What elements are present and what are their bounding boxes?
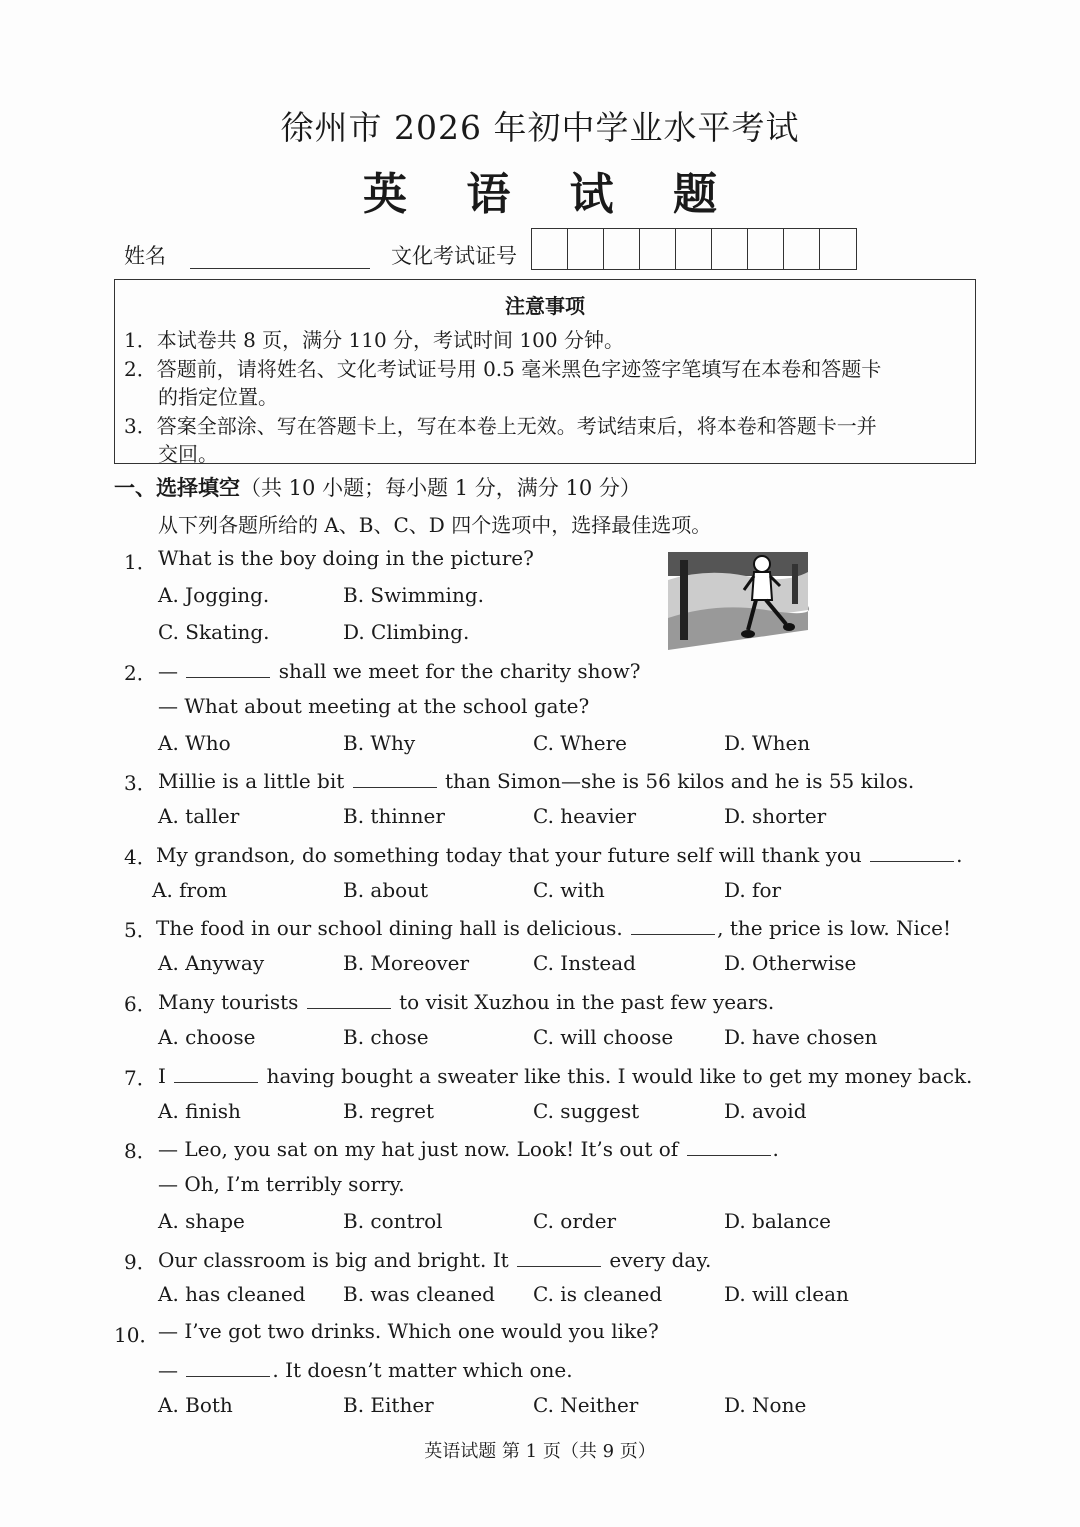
option-d[interactable]: D. Climbing. — [343, 620, 470, 644]
answer-blank[interactable] — [174, 1062, 258, 1083]
notice-item: 2．答题前，请将姓名、文化考试证号用 0.5 毫米黑色字迹签字笔填写在本卷和答题卡 — [124, 357, 882, 381]
question-text: What is the boy doing in the picture? — [158, 546, 534, 570]
option-d[interactable]: D. for — [724, 878, 782, 902]
option-b[interactable]: B. chose — [343, 1025, 429, 1049]
question-text: — Oh, I’m terribly sorry. — [158, 1172, 405, 1196]
option-b[interactable]: B. about — [343, 878, 429, 902]
notice-item: 的指定位置。 — [158, 385, 278, 409]
option-c[interactable]: C. Neither — [533, 1393, 639, 1417]
question-text: Many tourists to visit Xuzhou in the past few years. — [158, 990, 775, 1014]
question-text: — Leo, you sat on my hat just now. Look! It’s out of . — [158, 1137, 779, 1161]
section-heading — [114, 472, 641, 502]
option-c[interactable]: C. is cleaned — [533, 1282, 663, 1306]
answer-blank[interactable] — [353, 767, 437, 788]
option-d[interactable]: D. shorter — [724, 804, 827, 828]
option-a[interactable]: A. choose — [158, 1025, 256, 1049]
option-b[interactable]: B. regret — [343, 1099, 435, 1123]
question-text: — shall we meet for the charity show? — [158, 659, 641, 683]
id-number-boxes[interactable] — [531, 228, 857, 270]
option-a[interactable]: A. finish — [158, 1099, 241, 1123]
answer-blank[interactable] — [870, 841, 954, 862]
section-title: 一、选择填空 — [114, 475, 240, 500]
option-d[interactable]: D. have chosen — [724, 1025, 878, 1049]
question-number: 7． — [124, 1066, 157, 1090]
option-c[interactable]: C. will choose — [533, 1025, 674, 1049]
option-a[interactable]: A. from — [152, 878, 228, 902]
question-number: 3． — [124, 771, 157, 795]
option-a[interactable]: A. taller — [158, 804, 240, 828]
question-number: 6． — [124, 992, 157, 1016]
answer-blank[interactable] — [307, 988, 391, 1009]
answer-blank[interactable] — [186, 1356, 270, 1377]
question-text: I having bought a sweater like this. I would like to get my money back. — [158, 1064, 973, 1088]
notice-item: 交回。 — [158, 442, 218, 466]
section-note: （共 10 小题；每小题 1 分，满分 10 分） — [240, 476, 641, 500]
option-b[interactable]: B. was cleaned — [343, 1282, 495, 1306]
question-number: 9． — [124, 1250, 157, 1274]
question-text: The food in our school dining hall is delicious. , the price is low. Nice! — [156, 916, 952, 940]
question-number: 2． — [124, 661, 157, 685]
option-a[interactable]: A. Who — [158, 731, 231, 755]
option-c[interactable]: C. Skating. — [158, 620, 270, 644]
question-text: — I’ve got two drinks. Which one would you like? — [158, 1319, 659, 1343]
option-c[interactable]: C. Where — [533, 731, 627, 755]
question-text: — . It doesn’t matter which one. — [158, 1358, 573, 1382]
boy-jogging-illustration — [666, 550, 810, 656]
notice-title: 注意事项 — [505, 294, 585, 318]
notice-item: 3．答案全部涂、写在答题卡上，写在本卷上无效。考试结束后，将本卷和答题卡一并 — [124, 414, 877, 438]
name-field[interactable] — [190, 268, 370, 269]
option-b[interactable]: B. Moreover — [343, 951, 470, 975]
option-a[interactable]: A. Both — [158, 1393, 233, 1417]
option-d[interactable]: D. None — [724, 1393, 807, 1417]
option-c[interactable]: C. heavier — [533, 804, 637, 828]
question-number: 8． — [124, 1139, 157, 1163]
name-label: 姓名 — [124, 244, 166, 268]
option-c[interactable]: C. with — [533, 878, 605, 902]
question-text: Millie is a little bit than Simon—she is 56 kilos and he is 55 kilos. — [158, 769, 915, 793]
option-c[interactable]: C. Instead — [533, 951, 636, 975]
section-instruction: 从下列各题所给的 A、B、C、D 四个选项中，选择最佳选项。 — [158, 513, 712, 537]
option-d[interactable]: D. balance — [724, 1209, 832, 1233]
answer-blank[interactable] — [687, 1135, 771, 1156]
question-text: Our classroom is big and bright. It every day. — [158, 1248, 712, 1272]
option-a[interactable]: A. Jogging. — [158, 583, 270, 607]
option-b[interactable]: B. control — [343, 1209, 443, 1233]
answer-blank[interactable] — [631, 914, 715, 935]
question-number: 4． — [124, 845, 157, 869]
option-b[interactable]: B. thinner — [343, 804, 445, 828]
question-text: — What about meeting at the school gate? — [158, 694, 590, 718]
option-a[interactable]: A. Anyway — [158, 951, 265, 975]
option-d[interactable]: D. will clean — [724, 1282, 849, 1306]
option-c[interactable]: C. suggest — [533, 1099, 640, 1123]
option-b[interactable]: B. Swimming. — [343, 583, 484, 607]
option-c[interactable]: C. order — [533, 1209, 617, 1233]
id-label: 文化考试证号 — [391, 244, 517, 268]
option-b[interactable]: B. Why — [343, 731, 416, 755]
answer-blank[interactable] — [186, 657, 270, 678]
question-number: 5． — [124, 918, 157, 942]
option-d[interactable]: D. Otherwise — [724, 951, 857, 975]
answer-blank[interactable] — [517, 1246, 601, 1267]
question-number: 1． — [124, 550, 157, 574]
notice-item: 1．本试卷共 8 页，满分 110 分，考试时间 100 分钟。 — [124, 328, 624, 352]
page-footer: 英语试题 第 1 页（共 9 页） — [424, 1441, 656, 1462]
exam-title: 徐州市 2026 年初中学业水平考试 — [280, 108, 800, 147]
option-b[interactable]: B. Either — [343, 1393, 434, 1417]
subject-title: 英 语 试 题 — [363, 169, 739, 220]
question-number: 10． — [114, 1323, 160, 1347]
option-a[interactable]: A. has cleaned — [158, 1282, 306, 1306]
option-d[interactable]: D. avoid — [724, 1099, 807, 1123]
option-d[interactable]: D. When — [724, 731, 811, 755]
option-a[interactable]: A. shape — [158, 1209, 245, 1233]
question-text: My grandson, do something today that your future self will thank you . — [156, 843, 963, 867]
